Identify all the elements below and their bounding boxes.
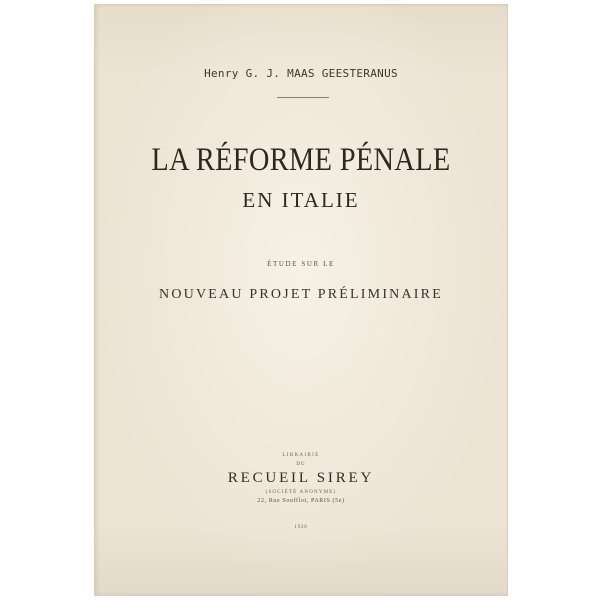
divider-rule [277, 97, 329, 98]
study-on-line: ÉTUDE SUR LE [267, 260, 335, 268]
author-name: Henry G. J. MAAS GEESTERANUS [204, 67, 398, 80]
publisher-preposition: DU [296, 462, 306, 467]
publication-year: 1920 [294, 525, 308, 530]
book-subtitle: EN ITALIE [242, 188, 360, 212]
book-title-page [94, 4, 508, 596]
publisher-address: 22, Rue Soufflot, PARIS (5e) [257, 498, 345, 504]
book-subject: NOUVEAU PROJET PRÉLIMINAIRE [159, 287, 443, 302]
publisher-name: RECUEIL SIREY [227, 470, 375, 486]
publisher-label: LIBRAIRIE [282, 453, 320, 458]
book-title: LA RÉFORME PÉNALE [151, 142, 451, 178]
publisher-note: (SOCIÉTÉ ANONYME) [265, 490, 337, 495]
